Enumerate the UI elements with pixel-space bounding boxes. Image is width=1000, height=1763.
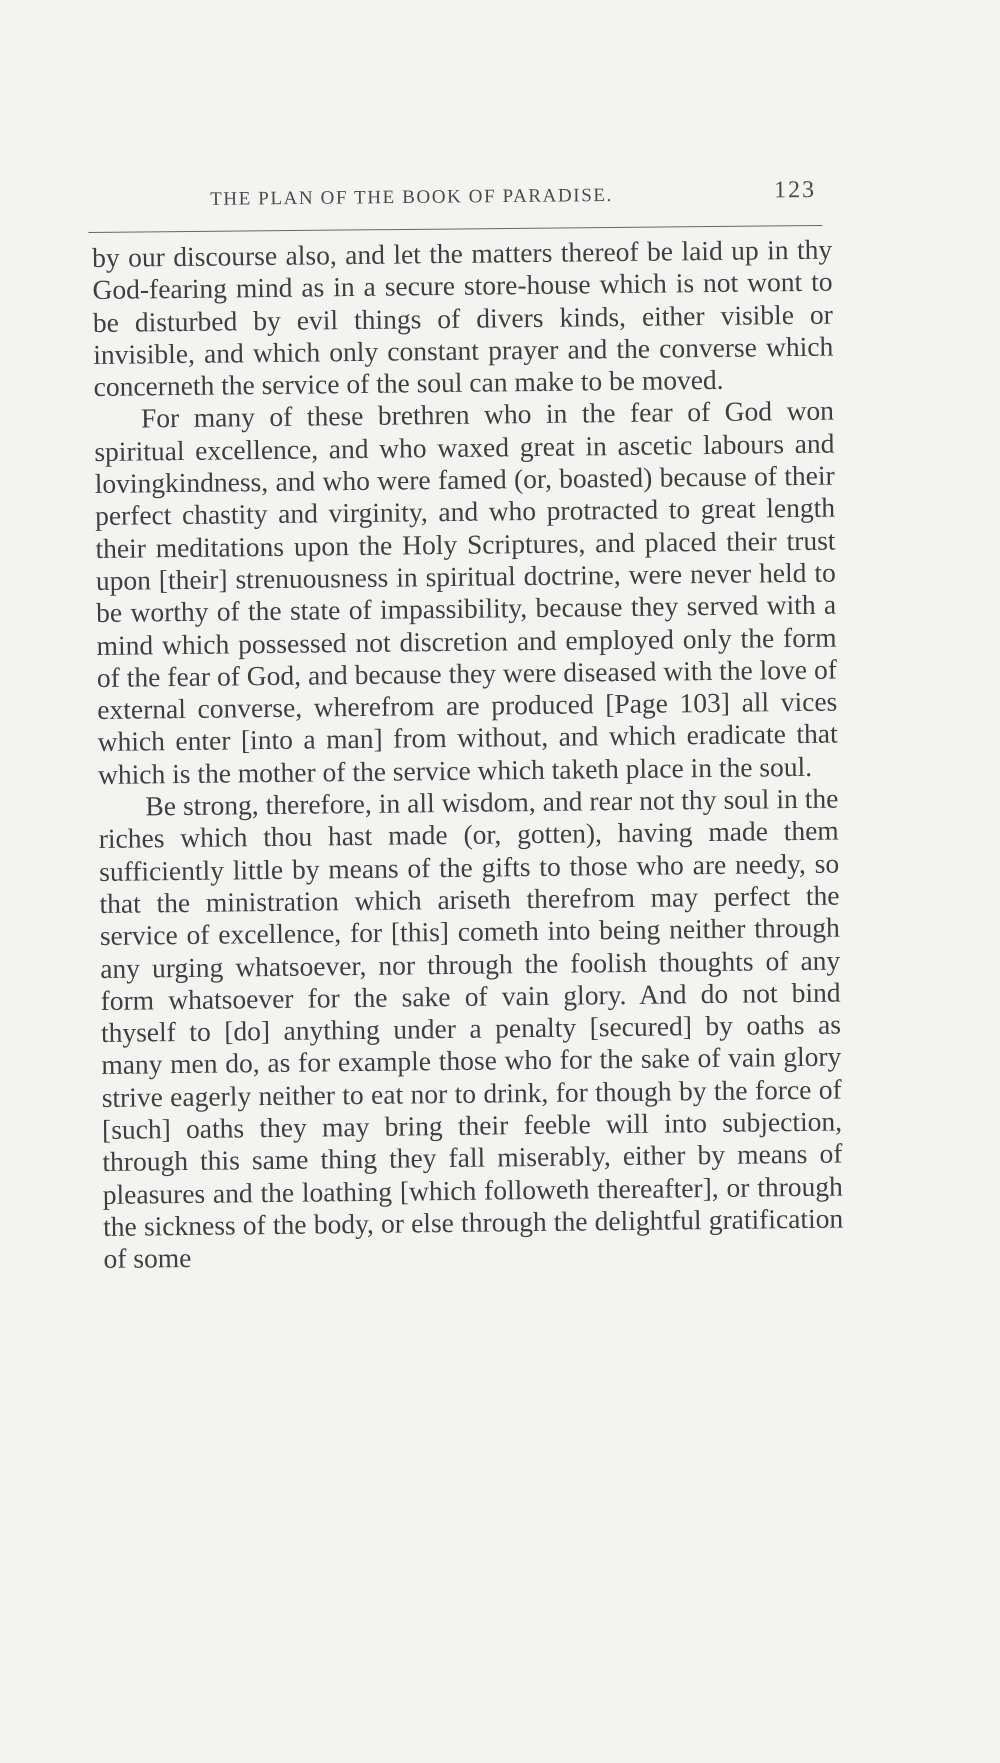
running-head: THE PLAN OF THE BOOK OF PARADISE. xyxy=(210,184,614,210)
body-text xyxy=(92,234,844,1276)
header-rule xyxy=(88,225,822,233)
page-header xyxy=(88,177,822,222)
paragraph-2: For many of these brethren who in the fear of God won spiritual excellence, and who waxed great in ascetic labours and lovingkindness, and who were famed (or, boasted) because of their perfect chastity and virginity, and who protracted to great length their meditations upon the Holy Scriptures, and placed their trust upon [their] strenuousness in spiritual doctrine, were never held to be worthy of the state of impassibility, because they served with a mind which possessed not discretion and employed only the form of the fear of God, and because they were diseased with the love of external converse, wherefrom are produced [Page 103] all vices which enter [into a man] from without, and which eradicate that which is the mother of the service which taketh place in the soul. xyxy=(94,395,838,790)
paragraph-1: by our discourse also, and let the matters thereof be laid up in thy God-fearing mind as in a secure store-house which is not wont to be disturbed by evil things of divers kinds, either visible or invisible, and which only constant prayer and the converse which concerneth the service of the soul can make to be moved. xyxy=(92,233,834,403)
paragraph-3: Be strong, therefore, in all wisdom, and rear not thy soul in the riches which thou hast made (or, gotten), having made them sufficiently little by means of the gifts to those who are needy, so that the ministration which ariseth therefrom may perfect the service of excellence, for [this] cometh into being neither through any urging whatsoever, nor through the foolish thoughts of any form whatsoever for the sake of vain glory. And do not bind thyself to [do] anything under a penalty [secured] by oaths as many men do, as for example those who for the sake of vain glory strive eagerly neither to eat nor to drink, for though by the force of [such] oaths they may bring their feeble will into subjection, through this same thing they fall miserably, either by means of pleasures and the loathing [which followeth thereafter], or through the sickness of the body, or else through the delightful gratification of some xyxy=(98,782,844,1275)
page-number: 123 xyxy=(773,177,817,204)
